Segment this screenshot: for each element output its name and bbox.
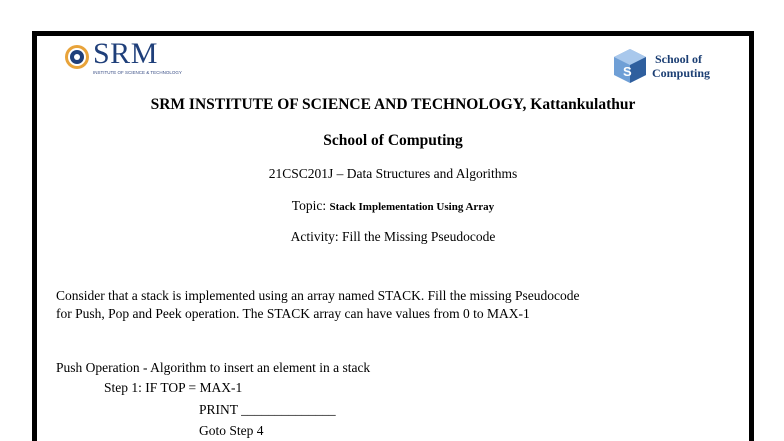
srm-emblem-icon xyxy=(64,44,90,70)
course-title: 21CSC201J – Data Structures and Algorithms xyxy=(268,166,518,181)
page-border-right xyxy=(749,31,754,441)
push-step-1-goto: Goto Step 4 xyxy=(199,423,264,438)
push-operation-heading: Push Operation - Algorithm to insert an element in a stack xyxy=(56,360,371,375)
srm-subtitle: INSTITUTE OF SCIENCE & TECHNOLOGY xyxy=(93,70,182,75)
cube-emblem-icon xyxy=(612,47,648,85)
svg-text:S: S xyxy=(623,64,632,79)
institution-title: SRM INSTITUTE OF SCIENCE AND TECHNOLOGY, Kattankulathur xyxy=(150,96,636,113)
school-title: School of Computing xyxy=(323,132,463,149)
push-step-1: Step 1: IF TOP = MAX-1 xyxy=(104,380,243,395)
topic-value: Stack Implementation Using Array xyxy=(329,201,495,213)
activity-line: Activity: Fill the Missing Pseudocode xyxy=(290,229,496,244)
srm-wordmark: SRM xyxy=(93,37,158,70)
school-logo-line2: Computing xyxy=(652,66,711,80)
page-border-top xyxy=(32,31,754,36)
topic-label: Topic: xyxy=(291,198,330,213)
srm-logo xyxy=(64,38,182,82)
push-step-1-print-blank: PRINT ______________ xyxy=(199,402,336,417)
school-logo-line1: School of xyxy=(655,52,703,66)
topic-line xyxy=(37,198,749,214)
intro-paragraph-line-2: for Push, Pop and Peek operation. The STACK array can have values from 0 to MAX-1 xyxy=(56,306,530,321)
school-of-computing-logo xyxy=(612,44,722,88)
intro-paragraph-line-1: Consider that a stack is implemented using an array named STACK. Fill the missing Pseudocode xyxy=(56,288,580,303)
